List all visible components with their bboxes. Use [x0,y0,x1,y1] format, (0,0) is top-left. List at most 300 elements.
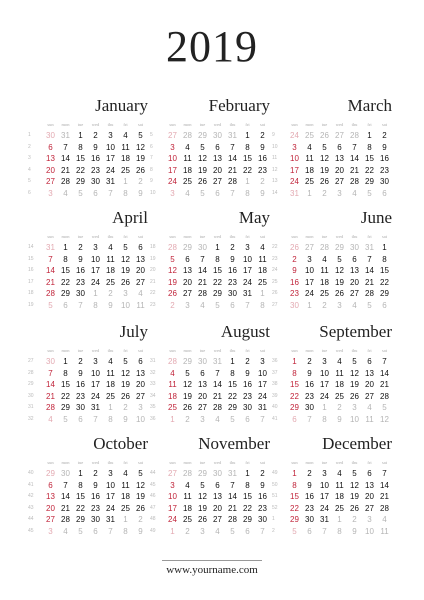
day-cell: 7 [78,300,83,310]
day-cell: 23 [76,277,85,287]
day-cell: 24 [258,391,267,401]
day-cell: 2 [93,469,98,478]
month-march [272,96,392,199]
week-number: 12 [272,166,278,173]
day-cell: 10 [258,368,267,378]
weekday-header: sun [169,460,176,465]
day-cell: 30 [243,403,252,412]
week-row [272,402,392,414]
month-july [28,322,148,425]
day-cell: 8 [230,368,235,378]
week-number: 18 [28,290,34,296]
weekday-header: tue [321,234,328,239]
day-cell: 23 [243,391,252,401]
week-number: 32 [28,415,34,422]
week-number: 50 [272,481,278,488]
day-cell: 19 [121,266,130,275]
day-cell: 3 [48,188,53,198]
day-cell: 18 [183,503,192,513]
day-cell: 18 [106,380,115,389]
week-row [272,300,392,312]
day-cell: 19 [198,503,207,513]
day-cell: 5 [170,254,175,264]
day-cell: 2 [78,243,83,252]
day-cell: 6 [245,526,250,536]
day-cell: 11 [335,480,344,490]
day-cell: 10 [320,368,329,378]
day-cell: 29 [198,131,207,140]
weekday-header: wed [91,234,100,239]
day-cell: 9 [382,142,387,152]
day-cell: 4 [138,289,143,298]
week-row [272,153,392,165]
day-cell: 14 [350,154,359,163]
week-number: 14 [272,189,278,196]
day-cell: 3 [138,403,143,412]
day-cell: 29 [61,289,70,298]
week-number: 41 [28,481,34,488]
day-cell: 11 [106,254,115,264]
weekday-header [272,120,287,130]
day-cell: 6 [352,254,357,264]
day-cell: 20 [335,165,344,175]
week-row [28,142,148,154]
day-cell: 12 [380,414,389,424]
day-cell: 18 [335,380,344,389]
week-number: 1 [28,132,31,138]
weekday-header: wed [335,122,344,127]
day-cell: 22 [76,503,85,513]
day-cell: 8 [93,300,98,310]
day-cell: 7 [382,357,387,366]
day-cell: 13 [365,480,374,490]
day-cell: 12 [198,492,207,501]
day-cell: 1 [123,515,128,524]
week-row [28,391,148,403]
week-row [28,368,148,380]
day-cell: 2 [260,131,265,140]
month-january [28,96,148,199]
week-row [150,265,270,277]
weekday-header-row [150,346,270,356]
month-name: May [238,208,270,227]
month-name: October [93,434,148,453]
day-cell: 9 [245,368,250,378]
day-cell: 15 [213,266,222,275]
day-cell: 24 [290,131,299,140]
day-cell: 17 [91,266,100,275]
day-cell: 5 [200,188,205,198]
week-row [150,514,270,526]
day-cell: 5 [78,526,83,536]
day-cell: 14 [365,266,374,275]
day-cell: 10 [320,480,329,490]
day-cell: 11 [168,380,177,389]
weekday-header: wed [213,460,222,465]
day-cell: 7 [93,414,98,424]
day-cell: 15 [76,492,85,501]
day-cell: 7 [245,300,250,310]
day-cell: 16 [91,492,100,501]
weekday-header: wed [91,348,100,353]
day-cell: 28 [46,289,55,298]
day-cell: 21 [380,380,389,389]
day-cell: 5 [367,188,372,198]
week-row [150,300,270,312]
day-cell: 2 [337,403,342,412]
day-cell: 15 [290,380,299,389]
day-cell: 30 [198,243,207,252]
day-cell: 31 [106,177,115,186]
day-cell: 30 [61,469,70,478]
day-cell: 26 [168,289,177,298]
day-cell: 3 [322,357,327,366]
weekday-header: wed [335,460,344,465]
day-cell: 23 [305,503,314,513]
day-cell: 8 [292,480,297,490]
day-cell: 24 [243,277,252,287]
week-number: 5 [28,178,31,184]
day-cell: 31 [228,131,237,140]
day-cell: 4 [215,414,220,424]
day-cell: 11 [305,154,314,163]
day-cell: 28 [168,357,177,366]
weekday-header: thu [229,460,236,465]
day-cell: 13 [213,154,222,163]
day-cell: 6 [215,142,220,152]
day-cell: 3 [185,300,190,310]
weekday-header: thu [351,460,358,465]
day-cell: 2 [292,254,297,264]
day-cell: 14 [61,492,70,501]
day-cell: 4 [123,469,128,478]
week-number: 22 [150,290,156,296]
week-row [28,300,148,312]
day-cell: 12 [320,154,329,163]
day-cell: 27 [350,289,359,298]
day-cell: 6 [215,188,220,198]
day-cell: 24 [106,165,115,175]
day-cell: 30 [91,515,100,524]
week-number: 44 [28,516,34,522]
day-cell: 26 [121,391,130,401]
day-cell: 14 [380,368,389,378]
week-number: 33 [150,381,156,387]
day-cell: 11 [380,526,389,536]
day-cell: 23 [290,289,299,298]
weekday-header: fri [245,460,250,465]
week-row [150,142,270,154]
week-number: 37 [272,369,278,376]
day-cell: 18 [121,492,130,501]
week-row [272,130,392,142]
day-cell: 13 [136,254,145,264]
day-cell: 5 [138,131,143,140]
weekday-header [150,120,165,130]
week-number: 39 [272,392,278,399]
day-cell: 4 [260,243,265,252]
day-cell: 7 [230,480,235,490]
day-cell: 30 [46,131,55,140]
day-cell: 19 [198,165,207,175]
day-cell: 25 [121,503,130,513]
day-cell: 5 [123,357,128,366]
day-cell: 6 [230,300,235,310]
day-cell: 3 [322,469,327,478]
week-row [272,242,392,254]
day-cell: 4 [352,188,357,198]
day-cell: 18 [305,165,314,175]
day-cell: 24 [168,515,177,524]
week-number: 19 [150,255,156,262]
day-cell: 15 [228,380,237,389]
day-cell: 9 [138,526,143,536]
week-number: 14 [28,244,34,250]
day-cell: 3 [352,403,357,412]
weekday-header: thu [107,348,114,353]
day-cell: 7 [307,414,312,424]
day-cell: 7 [382,469,387,478]
week-number: 34 [150,392,156,399]
day-cell: 20 [365,380,374,389]
day-cell: 2 [138,177,143,186]
week-number: 38 [272,381,278,387]
day-cell: 30 [258,515,267,524]
weekday-header: tue [77,348,84,353]
day-cell: 22 [61,277,70,287]
week-number: 23 [272,255,278,262]
day-cell: 3 [93,243,98,252]
weekday-header: sat [382,234,387,239]
weekday-header: fri [367,234,372,239]
week-row [272,356,392,368]
day-cell: 17 [305,277,314,287]
week-number: 7 [150,155,153,161]
day-cell: 5 [337,254,342,264]
day-cell: 5 [185,368,190,378]
day-cell: 16 [258,492,267,501]
month-name: February [208,96,270,115]
day-cell: 3 [307,254,312,264]
day-cell: 3 [108,131,113,140]
day-cell: 29 [46,469,55,478]
week-number: 27 [272,301,278,308]
weekday-header: thu [229,122,236,127]
day-cell: 29 [335,243,344,252]
day-cell: 14 [61,154,70,163]
weekday-header: sun [291,348,298,353]
week-number: 40 [28,470,34,476]
day-cell: 30 [91,177,100,186]
day-cell: 29 [380,289,389,298]
week-number: 2 [28,143,31,150]
day-cell: 19 [136,492,145,501]
day-cell: 12 [121,368,130,378]
weekday-header: sat [260,234,265,239]
day-cell: 10 [168,492,177,501]
day-cell: 2 [185,526,190,536]
day-cell: 16 [243,380,252,389]
weekday-header: fri [123,234,128,239]
day-cell: 25 [183,177,192,186]
week-number: 26 [272,290,278,296]
day-cell: 30 [213,131,222,140]
day-cell: 28 [380,391,389,401]
weekday-header: fri [123,122,128,127]
day-cell: 14 [228,154,237,163]
day-cell: 1 [307,300,312,310]
weekday-header: tue [199,348,206,353]
day-cell: 2 [307,469,312,478]
day-cell: 21 [46,391,55,401]
weekday-header: sat [382,348,387,353]
day-cell: 18 [121,154,130,163]
day-cell: 8 [260,300,265,310]
day-cell: 13 [46,492,55,501]
day-cell: 27 [365,503,374,513]
day-cell: 6 [367,469,372,478]
day-cell: 9 [260,480,265,490]
day-cell: 22 [290,391,299,401]
day-cell: 28 [168,243,177,252]
week-row [28,491,148,503]
week-row [150,368,270,380]
day-cell: 28 [228,177,237,186]
day-cell: 11 [121,142,130,152]
week-row [150,242,270,254]
weekday-header: wed [91,460,100,465]
day-cell: 5 [367,300,372,310]
week-row [28,503,148,515]
day-cell: 27 [198,403,207,412]
day-cell: 9 [78,254,83,264]
day-cell: 3 [48,526,53,536]
day-cell: 3 [292,142,297,152]
day-cell: 1 [63,357,68,366]
day-cell: 1 [245,131,250,140]
day-cell: 21 [213,391,222,401]
weekday-header: fri [367,122,372,127]
day-cell: 16 [305,380,314,389]
day-cell: 9 [337,414,342,424]
day-cell: 31 [365,243,374,252]
day-cell: 1 [78,131,83,140]
day-cell: 9 [260,188,265,198]
week-row [28,414,148,426]
day-cell: 8 [78,142,83,152]
week-row [28,468,148,480]
month-may [150,208,270,311]
day-cell: 28 [61,515,70,524]
day-cell: 29 [183,243,192,252]
weekday-header: mon [61,234,70,239]
day-cell: 8 [123,188,128,198]
day-cell: 24 [91,391,100,401]
week-row [150,402,270,414]
week-number: 6 [150,143,153,150]
day-cell: 29 [243,515,252,524]
day-cell: 26 [350,503,359,513]
week-number: 40 [272,404,278,410]
weekday-header-row [272,232,392,242]
day-cell: 26 [136,503,145,513]
day-cell: 15 [61,266,70,275]
day-cell: 20 [46,503,55,513]
weekday-header: sat [382,122,387,127]
weekday-header [150,458,165,468]
day-cell: 9 [230,254,235,264]
week-row [28,514,148,526]
day-cell: 27 [136,277,145,287]
day-cell: 29 [290,403,299,412]
day-cell: 8 [337,526,342,536]
week-number: 29 [28,381,34,387]
weekday-header: sun [291,460,298,465]
weekday-header: tue [77,460,84,465]
day-cell: 1 [170,414,175,424]
day-cell: 9 [78,368,83,378]
week-row [150,165,270,177]
day-cell: 16 [380,154,389,163]
day-cell: 25 [335,503,344,513]
weekday-header-row [272,458,392,468]
day-cell: 17 [320,492,329,501]
day-cell: 14 [46,380,55,389]
day-cell: 10 [121,300,130,310]
week-row [28,265,148,277]
day-cell: 4 [307,142,312,152]
weekday-header: sat [138,234,143,239]
week-number: 5 [150,132,153,138]
day-cell: 12 [198,154,207,163]
day-cell: 2 [307,357,312,366]
day-cell: 1 [260,289,265,298]
week-row [28,402,148,414]
weekday-header: mon [305,234,314,239]
day-cell: 3 [367,515,372,524]
day-cell: 3 [170,188,175,198]
day-cell: 21 [380,492,389,501]
day-cell: 13 [136,368,145,378]
day-cell: 24 [290,177,299,186]
weekday-header: wed [91,122,100,127]
day-cell: 5 [138,469,143,478]
day-cell: 30 [380,177,389,186]
week-row [272,414,392,426]
day-cell: 29 [213,289,222,298]
week-row [150,188,270,200]
day-cell: 16 [258,154,267,163]
day-cell: 9 [307,368,312,378]
day-cell: 12 [183,380,192,389]
weekday-header [28,346,43,356]
week-number: 18 [150,244,156,250]
weekday-header: fri [245,122,250,127]
weekday-header: thu [351,234,358,239]
day-cell: 8 [292,368,297,378]
day-cell: 7 [215,368,220,378]
week-row [272,265,392,277]
week-row [28,526,148,538]
day-cell: 8 [215,254,220,264]
week-row [150,277,270,289]
week-number: 44 [150,470,156,476]
day-cell: 11 [258,254,267,264]
day-cell: 25 [106,277,115,287]
day-cell: 28 [380,503,389,513]
weekday-header: mon [305,122,314,127]
day-cell: 31 [91,403,100,412]
